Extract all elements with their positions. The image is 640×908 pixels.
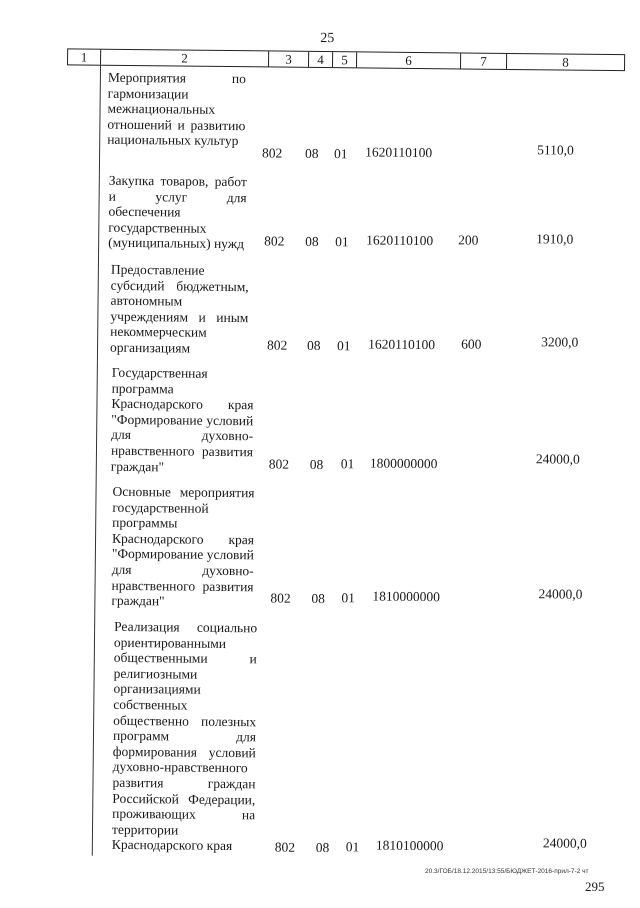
cell-col7: 600 <box>461 336 482 352</box>
cell-col6: 1810100000 <box>375 837 444 854</box>
cell-col5: 01 <box>335 234 349 250</box>
cell-col6: 1620110100 <box>368 336 436 353</box>
sheet-number: 295 <box>585 879 605 894</box>
document-code: 20.3/ГОБ/18.12.2015/13:55/БЮДЖЕТ-2016-прил-7-2 чт <box>425 868 589 875</box>
cell-col4: 08 <box>309 456 324 473</box>
cell-col3: 802 <box>262 145 283 161</box>
page-number: 25 <box>320 30 335 47</box>
cell-col8: 3200,0 <box>541 334 579 350</box>
header-cell: 2 <box>101 50 269 67</box>
cell-col6: 1620110100 <box>366 232 434 249</box>
cell-col6: 1800000000 <box>369 455 438 472</box>
row-description: Мероприятия по гармонизации межнациональных отношений и развитию национальных культур <box>107 69 246 149</box>
row-description: Закупка товаров, работ и услуг для обеспечения государственных (муниципальных) нужд <box>108 172 247 252</box>
cell-col7: 200 <box>458 232 479 248</box>
row-description: Государственная программа Краснодарского края "Формирование условий для духовно-нравственного развития граждан" <box>110 364 254 474</box>
cell-col5: 01 <box>345 839 360 855</box>
header-cell: 1 <box>68 49 101 64</box>
cell-col4: 08 <box>305 233 319 249</box>
cell-col5: 01 <box>337 338 351 354</box>
cell-col3: 802 <box>268 456 290 472</box>
header-cell: 3 <box>269 51 309 66</box>
cell-col5: 01 <box>334 146 348 162</box>
cell-col3: 802 <box>267 337 288 353</box>
cell-col6: 1620110100 <box>365 144 433 161</box>
cell-col8: 5110,0 <box>537 142 574 158</box>
cell-col3: 802 <box>264 233 285 249</box>
cell-col5: 01 <box>341 590 356 606</box>
row-description: Предоставление субсидий бюджетным, автономным учреждениям и иным некоммерческим организациям <box>109 261 249 356</box>
header-cell: 7 <box>461 53 507 68</box>
row-description: Основные мероприятия государственной программы Краснодарского края "Формирование условий для духовно-нравственного развития граждан" <box>111 483 255 609</box>
cell-col4: 08 <box>311 590 326 607</box>
row-description: Реализация социально ориентированными общественными и религиозными организациями собственных общественно полезных программ для формирования условий духовно-нравственного развития граждан Российской Федерации, проживающих на территории Краснодарского края <box>111 618 258 854</box>
cell-col8: 1910,0 <box>536 231 574 247</box>
cell-col4: 08 <box>305 145 319 161</box>
column-divider <box>92 66 101 856</box>
cell-col5: 01 <box>340 456 355 472</box>
cell-col8: 24000,0 <box>542 835 587 851</box>
cell-col4: 08 <box>307 337 321 354</box>
cell-col4: 08 <box>315 839 330 856</box>
header-cell: 8 <box>562 54 569 70</box>
header-cell: 5 <box>333 52 357 67</box>
cell-col8: 24000,0 <box>535 451 580 467</box>
header-cell: 6 <box>357 52 461 68</box>
table-header <box>67 48 625 71</box>
cell-col3: 802 <box>270 590 291 606</box>
header-cell: 4 <box>309 52 333 67</box>
cell-col6: 1810000000 <box>372 588 441 605</box>
cell-col8: 24000,0 <box>538 586 583 602</box>
cell-col3: 802 <box>274 839 296 855</box>
